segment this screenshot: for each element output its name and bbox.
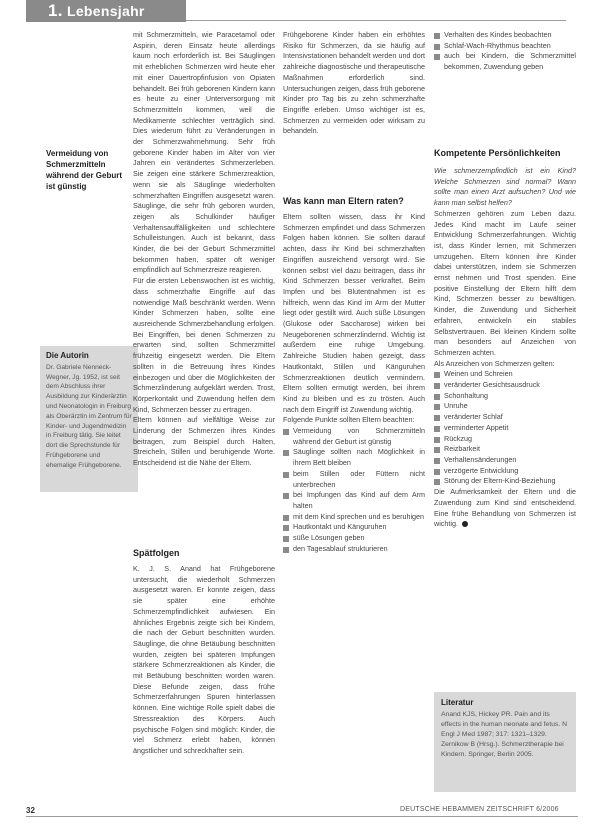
list-item: Säuglinge sollten nach Möglichkeit in ihrem Bett bleiben [283,447,425,468]
col2-paragraph-1: Frühgeborene Kinder haben ein erhöhtes Risiko für Schmerzen, da sie häufig auf Intensivstationen behandelt werden und dort zahlreiche diagnostische und therapeutische Maßnahmen erforderlich sind. Untersuchungen zeigen, dass früh geborene Kinder pro Tag bis zu zehn schmerzhafte Eingriffe erleben. Umso wichtiger ist es, Schmerzen zu vermeiden oder wirksam zu behandeln. [283,30,425,136]
col3-paragraph-1: Schmerzen gehören zum Leben dazu. Jedes Kind macht im Laufe seiner Entwicklung Schmerzerfahrungen. Wichtig ist, dass Kinder lernen, mit Schmerzen umzugehen. Eltern können ihre Kinder dabei unterstützen, indem sie Schmerzen ernst nehmen und Trost spenden. Eine positive Einstellung der Eltern hilft dem Kind, Schmerzen besser zu bewältigen. Kinder, die Zuwendung und Sicherheit erfahren, entwickeln ein stabiles Selbstvertrauen. Bei kleinen Kindern sollte man besonders auf Anzeichen von Schmerzen achten. [434,208,576,357]
list-item: Schonhaltung [434,391,576,402]
col1-paragraph-3: Eltern können auf vielfältige Weise zur Linderung der Schmerzen ihres Kindes beitragen, zum Beispiel durch Halten, Streicheln, Stillen und beruhigende Worte. Entscheidend ist die Nähe der Eltern. [133,415,275,468]
list-item: Unruhe [434,401,576,412]
list-item: Verhaltensänderungen [434,455,576,466]
col3-bullet-list [434,369,576,487]
col3-paragraph-3-text: Die Aufmerksamkeit der Eltern und die Zuwendung zum Kind sind entscheidend. Eine frühe Behandlung von Schmerzen ist wichtig. [434,487,576,529]
list-item: Hautkontakt und Känguruhen [283,522,425,533]
header-title: Lebensjahr [66,3,145,19]
column-2 [283,30,425,137]
list-item: veränderter Gesichtsausdruck [434,380,576,391]
header-number: 1. [48,1,63,20]
col2-bullet-list [283,426,425,554]
literature-box [434,692,576,792]
literature-text: Anand KJS, Hickey PR. Pain and its effects in the human neonate and fetus. N Engl J Med 1987; 317: 1321–1329. Zernikow B (Hrsg.). Schmerztherapie bei Kindern. Springer, Berlin 2005. [441,711,568,758]
list-item: Vermeidung von Schmerzmitteln während der Geburt ist günstig [283,426,425,447]
col2-paragraph-3: Folgende Punkte sollten Eltern beachten: [283,415,415,425]
column-3 [434,30,576,73]
spaetfolgen-paragraph: K. J. S. Anand hat Frühgeborene untersucht, die wiederholt Schmerzen ausgesetzt waren. Er konnte zeigen, dass sie später eine erhöhte Schmerzempfindlichkeit aufwiesen. Ein ähnliches Ergebnis zeigte sich bei Kindern, die nach der Geburt beschnitten wurden. Säuglinge, die ohne Betäubung beschnitten wurden, zeigten bei späteren Impfungen stärkere Schmerzreaktionen als Kinder, die mit Betäubung beschnitten worden waren. Diese Befunde zeigen, dass frühe Schmerzerfahrungen Spuren hinterlassen können. Eine wichtige Rolle spielt dabei die Stressreaktion des Körpers. Auch psychische Folgen sind möglich: Kinder, die viel Schmerz erlebt haben, können ängstlicher und schreckhafter sein. [133,564,275,755]
list-item: Rückzug [434,434,576,445]
author-box-text: Dr. Gabriele Nenneck-Wegner, Jg. 1952, ist seit dem Abschluss ihrer Ausbildung zur Kinderärztin und Neonatologin in Freiburg als Oberärztin im Zentrum für Kinder- und Jugendmedizin in Freiburg tätig. Sie leitet dort die Sprechstunde für Frühgeborene und ehemalige Frühgeborene. [46,363,132,469]
list-item: verminderter Appetit [434,423,576,434]
margin-note: Vermeidung von Schmerzmitteln während der Geburt ist günstig [46,149,123,191]
journal-name: DEUTSCHE HEBAMMEN ZEITSCHRIFT 6/2006 [400,806,559,813]
col2-paragraph-2: Eltern sollten wissen, dass ihr Kind Schmerzen empfindet und dass Schmerzen Folgen haben können. Sie sollten darauf achten, dass ihr Kind bei schmerzhaften Eingriffen ausreichend versorgt wird. Sie können selbst viel dazu beitragen, dass ihr Kind Schmerzen besser verkraftet. Beim Impfen und bei Blutentnahmen ist es hilfreich, wenn das Kind im Arm der Mutter liegt oder gestillt wird. Auch süße Lösungen (Glukose oder Saccharose) wirken bei Neugeborenen schmerzlindernd. Wichtig ist außerdem eine ruhige Umgebung. Zahlreiche Studien haben gezeigt, dass Hautkontakt, Stillen und Känguruhen Schmerzreaktionen deutlich vermindern. Eltern sollten ermutigt werden, bei ihrem Kind zu bleiben und es zu trösten. Auch nach dem Eingriff ist Zuwendung wichtig. [283,212,425,414]
kompetente-heading: Kompetente Persönlichkeiten [434,148,561,158]
list-item: beim Stillen oder Füttern nicht unterbrechen [283,469,425,490]
col3-paragraph-2: Als Anzeichen von Schmerzen gelten: [434,358,555,368]
list-item: auch bei Kindern, die Schmerzmittel bekommen, Zuwendung geben [434,51,576,72]
col1-paragraph-1: mit Schmerzmitteln, wie Paracetamol oder Aspirin, deren Einsatz heute allerdings kaum noch erforderlich ist. Bei Säuglingen mit erheblichen Schmerzen wird heute eher mit einer Dauertropfinfusion von Opiaten behandelt. Bei früh geborenen Kindern kann es heute zu einer Unterversorgung mit Schmerzmitteln kommen, weil die Medikamente schlechter verträglich sind. Dies wiederum führt zu Veränderungen in der Schmerzwahrnehmung. Sehr früh geborene Kinder haben im Alter von vier Jahren ein verändertes Schmerzerleben. Sie zeigen eine stärkere Schmerzreaktion, wenn sie als Säuglinge wiederholten schmerzhaften Eingriffen ausgesetzt waren. Säuglinge, die sehr früh geboren wurden, zeigen als Schulkinder häufiger Verhaltensauffälligkeiten und schlechtere Schulleistungen. Auch ist bekannt, dass Kinder, die bei der Geburt Schmerzmittel bekommen haben, später oft weniger empfindlich auf Schmerzreize reagieren. [133,30,275,275]
list-item: Schlaf-Wach-Rhythmus beachten [434,41,576,52]
column-1 [133,30,275,469]
list-item: mit dem Kind sprechen und es beruhigen [283,512,425,523]
list-item: Reizbarkeit [434,444,576,455]
column-3-body [434,166,576,530]
header-rule [186,20,566,21]
spaetfolgen-heading: Spätfolgen [133,548,180,558]
spaetfolgen-text [133,564,275,757]
column-2-body [283,212,425,555]
list-item: veränderter Schlaf [434,412,576,423]
col1-paragraph-2: Für die ersten Lebenswochen ist es wichtig, dass schmerzhafte Eingriffe auf das notwendige Maß beschränkt werden. Wenn Kinder Schmerzen haben, sollte eine ausreichende Schmerzbehandlung erfolgen. Bei Eingriffen, bei denen Schmerzen zu erwarten sind, sollten Schmerzmittel frühzeitig eingesetzt werden. Die Eltern sollten in die Betreuung ihres Kindes einbezogen und über die Möglichkeiten der Schmerzlinderung aufgeklärt werden. Trost, Körperkontakt und Zuwendung helfen dem Kind, Schmerzen besser zu ertragen. [133,276,275,414]
end-mark-icon [462,521,468,527]
col3-paragraph-3 [434,487,576,530]
eltern-raten-heading: Was kann man Eltern raten? [283,196,404,206]
list-item: süße Lösungen geben [283,533,425,544]
col3-intro: Wie schmerzempfindlich ist ein Kind? Welche Schmerzen sind normal? Wann sollte man einen Arzt aufsuchen? Und wie kann man selbst helfen? [434,166,576,208]
list-item: verzögerte Entwicklung [434,466,576,477]
author-box [40,346,138,492]
footer-rule [26,816,578,817]
list-item: bei Impfungen das Kind auf dem Arm halten [283,490,425,511]
author-box-title: Die Autorin [46,351,89,360]
literature-title: Literatur [441,698,474,707]
list-item: Störung der Eltern-Kind-Beziehung [434,476,576,487]
list-item: Verhalten des Kindes beobachten [434,30,576,41]
col3-top-list [434,30,576,73]
list-item: Weinen und Schreien [434,369,576,380]
section-header [26,0,186,22]
list-item: den Tagesablauf strukturieren [283,544,425,555]
page-number: 32 [26,806,35,815]
